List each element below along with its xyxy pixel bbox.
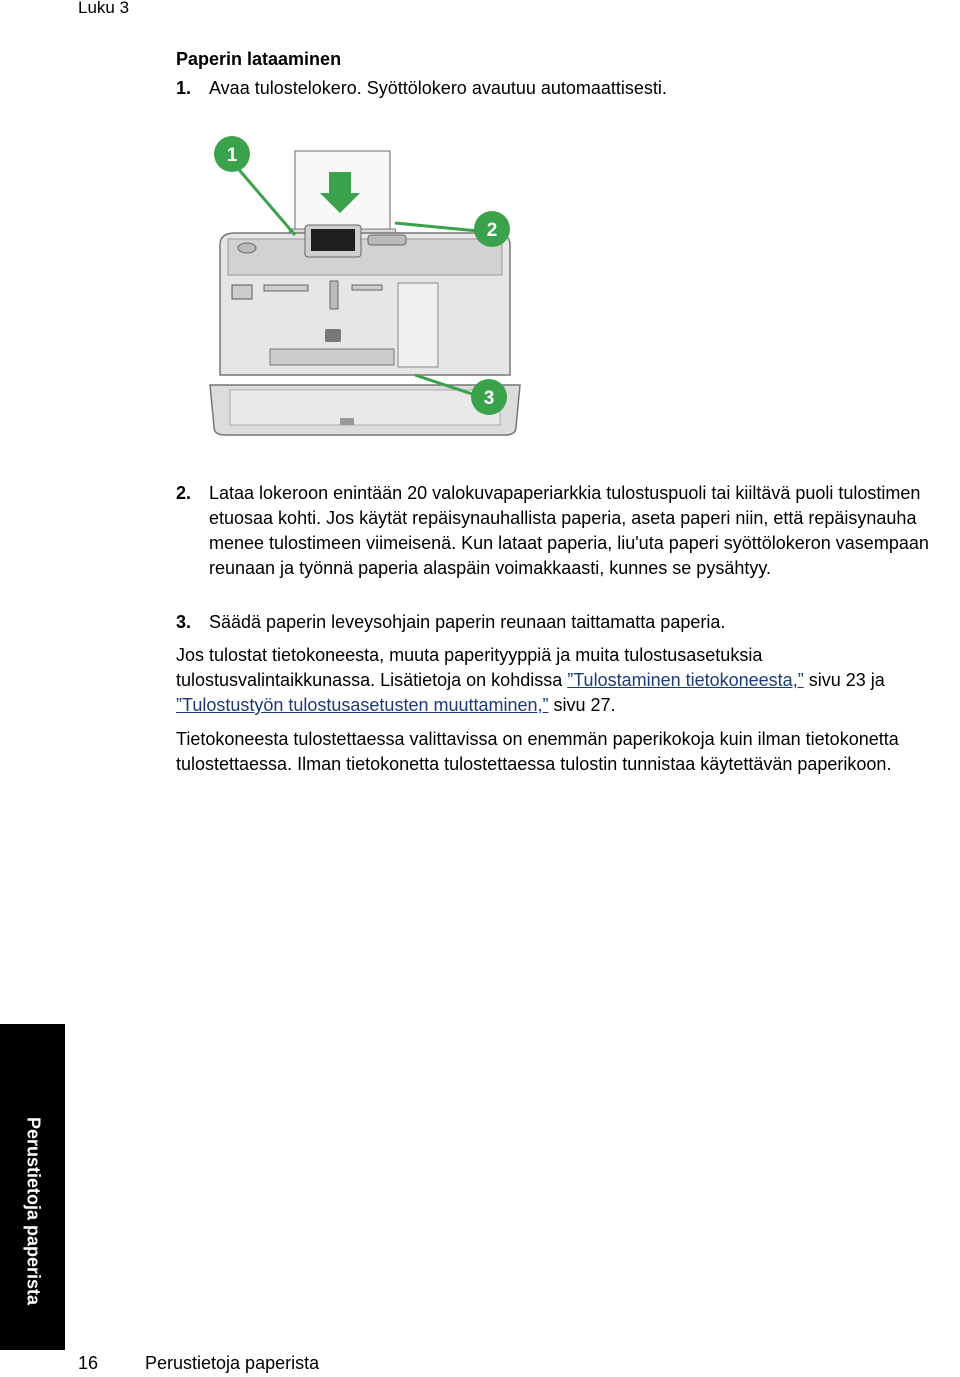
svg-text:2: 2 — [486, 220, 498, 241]
page-number: 16 — [78, 1353, 99, 1373]
paragraph-text: sivu 27. — [548, 695, 616, 715]
paragraph-text: sivu 23 ja — [803, 670, 885, 690]
side-tab — [0, 1024, 65, 1350]
step-text: Avaa tulostelokero. Syöttölokero avautuu automaattisesti. — [209, 78, 667, 98]
step-number: 3. — [176, 612, 192, 632]
step-2 — [176, 481, 960, 581]
printer-illustration — [200, 135, 530, 445]
link-printing-from-computer[interactable]: ”Tulostaminen tietokoneesta,” — [567, 670, 804, 690]
step-1 — [176, 76, 960, 101]
footer-title: Perustietoja paperista — [145, 1353, 320, 1373]
computer-printing-paragraph — [176, 643, 960, 718]
paragraph-text: Jos tulostat tietokoneesta, muuta paperityyppiä ja muita tulostusasetuksia tulostusvalintaikkunassa. Lisätietoja on kohdissa — [176, 645, 763, 690]
chapter-header: Luku 3 — [78, 0, 130, 17]
display-screen — [311, 229, 355, 251]
section-title: Paperin lataaminen — [176, 49, 342, 69]
paper-sizes-paragraph: Tietokoneesta tulostettaessa valittavissa on enemmän paperikokoja kuin ilman tietokonetta tulostettaessa. Ilman tietokonetta tulostettaessa tulostin tunnistaa käytettävän paperikoon. — [176, 729, 899, 774]
callout-2 — [474, 211, 510, 247]
step-text: Säädä paperin leveysohjain paperin reunaan taittamatta paperia. — [209, 612, 726, 632]
step-number: 2. — [176, 483, 192, 503]
side-tab-label: Perustietoja paperista — [23, 1116, 44, 1306]
step-number: 1. — [176, 78, 192, 98]
callout-3 — [471, 379, 507, 415]
svg-text:1: 1 — [226, 145, 238, 166]
step-3 — [176, 610, 960, 635]
callout-1 — [214, 136, 250, 172]
svg-text:3: 3 — [483, 388, 495, 409]
power-button — [238, 243, 256, 253]
step-text: Lataa lokeroon enintään 20 valokuvapaperiarkkia tulostuspuoli tai kiiltävä puoli tulostimen etuosaa kohti. Jos käytät repäisynauhallista paperia, aseta paperi niin, että repäisynauha menee tulostimeen viimeisenä. Kun lataat paperia, liu'uta paperi syöttölokeron vasempaan reunaan ja työnnä paperia alaspäin voimakkaasti, kunnes se pysähtyy. — [209, 483, 929, 578]
link-change-print-settings[interactable]: ”Tulostustyön tulostusasetusten muuttaminen,” — [176, 695, 549, 715]
output-door — [398, 283, 438, 367]
